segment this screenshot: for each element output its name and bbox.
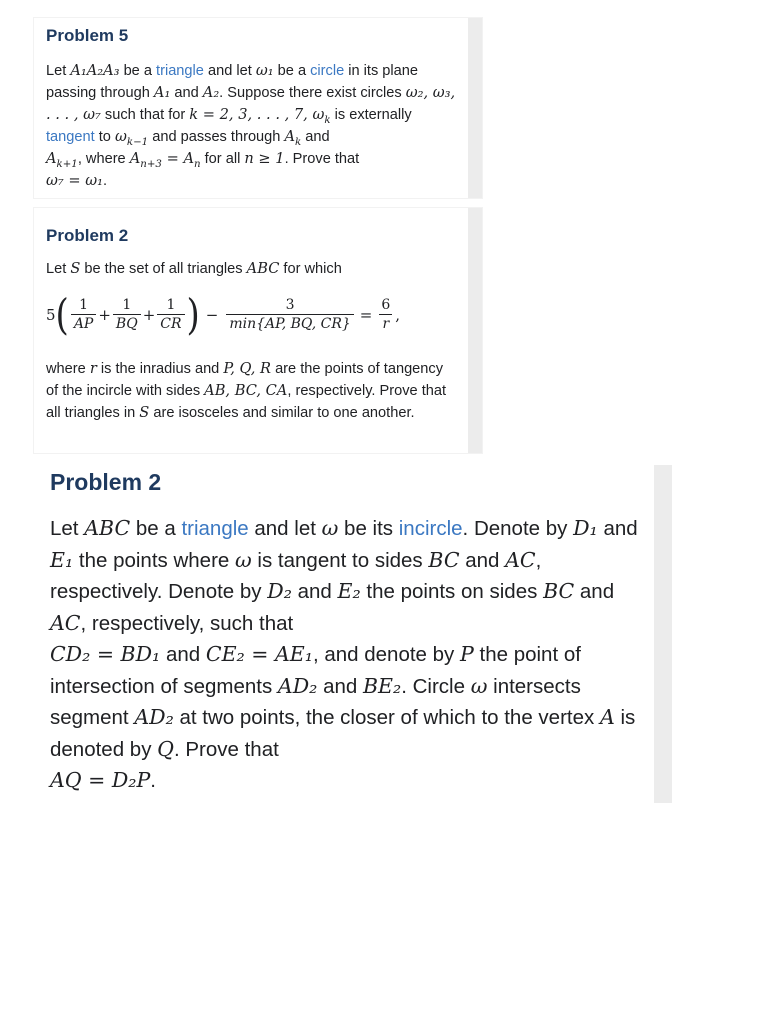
- problem-2-incircle-text: Let ABC be a triangle and let ω be its incircle. Denote by D₁ and E₁ the points where ω is tangent to sides BC and AC, respectively. Denote by D₂ and E₂ the points on sides BC and AC, respectively, such that CD₂ = BD₁ and CE₂ = AE₁, and denote by P the point of intersection of segments AD₂ and BE₂. Circle ω intersects segment AD₂ at two points, the closer of which to the vertex A is denoted by Q. Prove that AQ = D₂P.: [50, 516, 638, 792]
- problem-5-text: Let A₁A₂A₃ be a triangle and let ω₁ be a circle in its plane passing through A₁ and A₂. Suppose there exist circles ω₂, ω₃, . . . , ω₇ such that for k = 2, 3, . . . , 7, $\omega_k$ is externally tangent to $\omega_{k-1}$ and passes through $A_k$ and $A_{k+1}$, where $A_{n+3} = A_n$ for all n ≥ 1. Prove that ω₇ = ω₁.: [46, 62, 456, 189]
- problem-2-title: Problem 2: [50, 469, 162, 495]
- scrollbar[interactable]: [654, 465, 672, 803]
- problem-5-title: Problem 5: [46, 26, 129, 45]
- problem-2-intro: Let S be the set of all triangles ABC for which: [46, 260, 342, 277]
- link-triangle[interactable]: triangle: [156, 63, 204, 79]
- link-circle[interactable]: circle: [310, 63, 345, 79]
- link-tangent[interactable]: tangent: [46, 129, 95, 145]
- scrollbar[interactable]: [468, 208, 482, 453]
- problem-2-title: Problem 2: [46, 226, 129, 245]
- scrollbar[interactable]: [468, 18, 482, 198]
- problem-2-incircle-card: [34, 465, 672, 803]
- link-incircle[interactable]: incircle: [398, 517, 463, 540]
- problem-2-rest: where r is the inradius and P, Q, R are the points of tangency of the incircle with sides AB, BC, CA, respectively. Prove that all triangles in S are isosceles and similar to one another.: [46, 360, 447, 421]
- equation: 5 ( $\frac{1}{AP}$ + $\frac{1}{BQ}$ + $\frac{1}{CR}$ ) − $\frac{3}{\min\{AP, BQ, CR\}}$ = $\frac{6}{r}$ ,: [46, 289, 401, 340]
- problem-2-inradius-card: [34, 208, 482, 453]
- problem-5-card: [34, 18, 482, 198]
- link-triangle[interactable]: triangle: [181, 517, 249, 540]
